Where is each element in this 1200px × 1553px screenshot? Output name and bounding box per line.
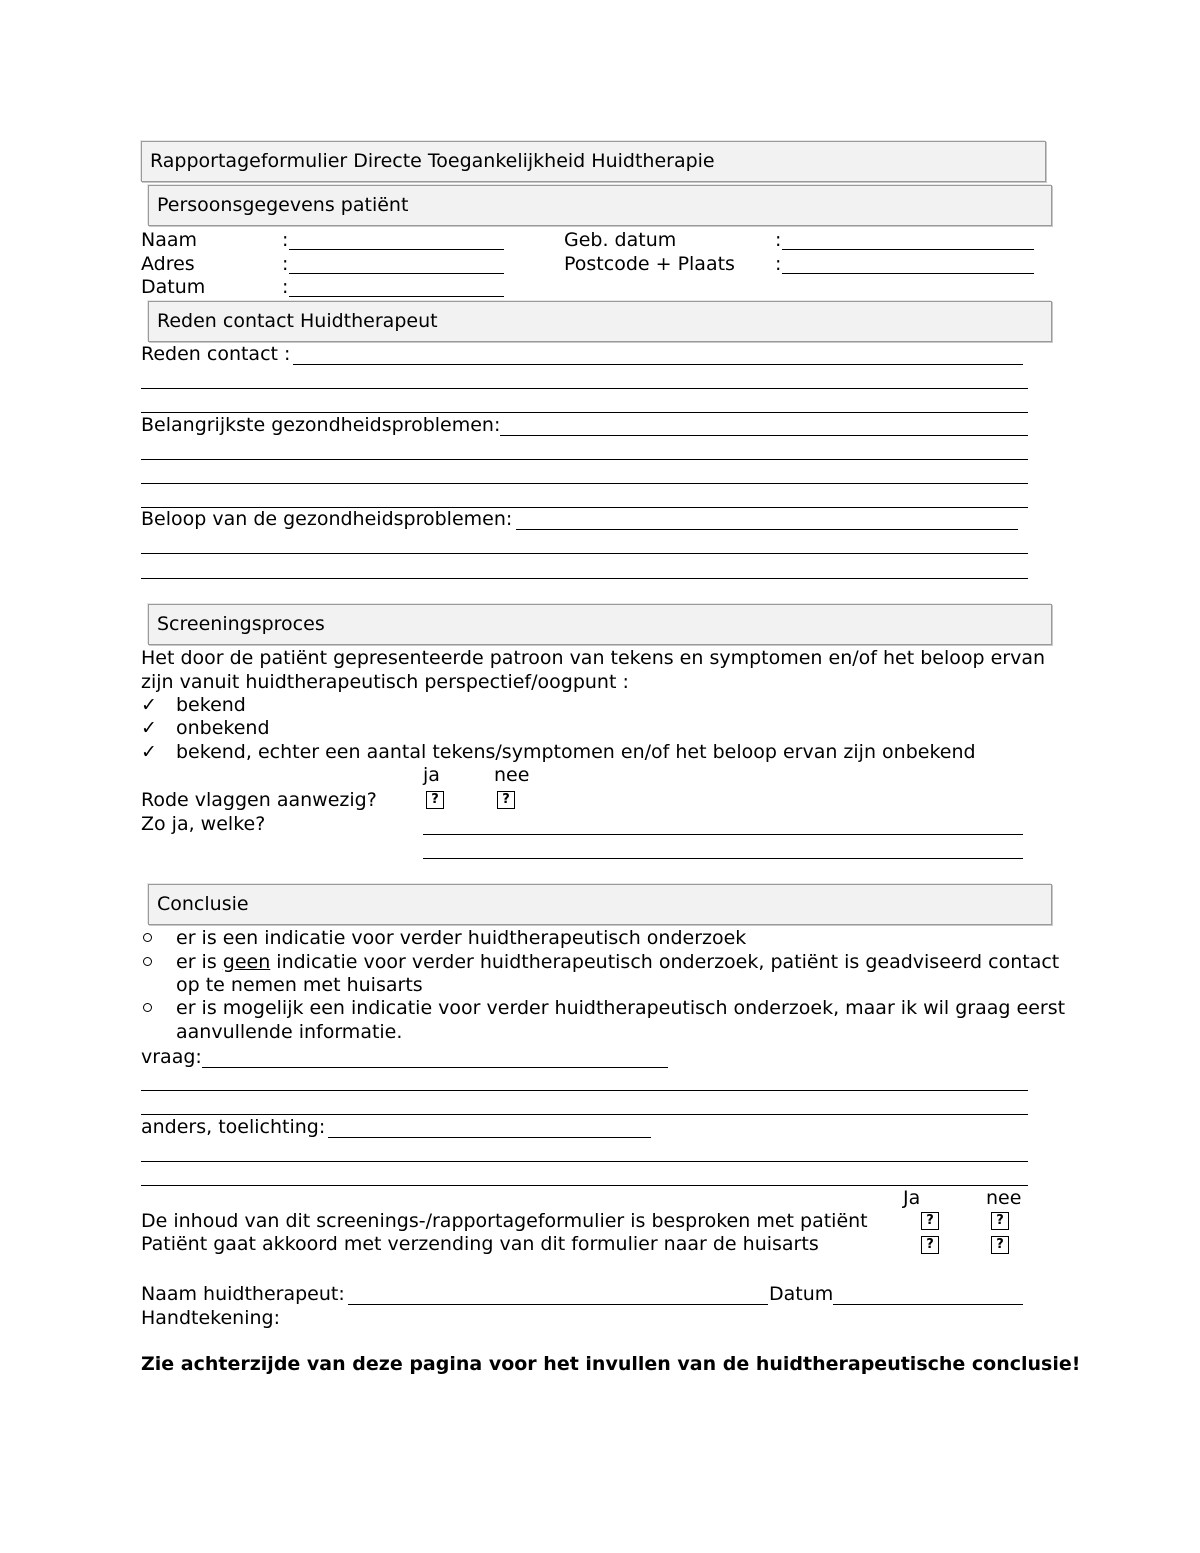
answer-line[interactable] [141,1090,1028,1091]
screening-intro-line1: Het door de patiënt gepresenteerde patroon van tekens en symptomen en/of het beloop ervan [141,647,1046,669]
conclusion-option-3-line1: er is mogelijk een indicatie voor verder huidtherapeutisch onderzoek, maar ik wil graag eerst [176,997,1066,1019]
naam-field[interactable] [289,249,504,250]
section-header-reason: Reden contact Huidtherapeut [148,301,1052,342]
label-reden-contact: Reden contact : [141,343,291,365]
akkoord-nee-checkbox[interactable]: ? [991,1236,1009,1254]
screening-intro-line2: zijn vanuit huidtherapeutisch perspectief/oogpunt : [141,671,629,693]
section-header-conclusion: Conclusie [148,884,1052,925]
welke-line[interactable] [423,858,1023,859]
answer-line[interactable] [141,1161,1028,1162]
colon: : [282,253,289,275]
conclusion-option-3-line2: aanvullende informatie. [176,1021,403,1043]
option-onbekend: onbekend [176,717,270,739]
answer-line[interactable] [141,483,1028,484]
header-nee: nee [494,764,530,786]
naam-huidtherapeut-field[interactable] [348,1304,768,1305]
reden-contact-field[interactable] [293,364,1023,365]
postcode-field[interactable] [782,273,1034,274]
radio-circle-icon[interactable] [143,933,152,942]
colon: : [282,276,289,298]
label-geb-datum: Geb. datum [564,229,677,251]
label-datum-signature: Datum [769,1283,834,1305]
datum-signature-field[interactable] [833,1304,1023,1305]
vraag-field[interactable] [202,1067,668,1068]
besproken-ja-checkbox[interactable]: ? [921,1212,939,1230]
label-postcode: Postcode + Plaats [564,253,735,275]
radio-circle-icon[interactable] [143,1003,152,1012]
label-belangrijkste-gezondheidsproblemen: Belangrijkste gezondheidsproblemen: [141,414,501,436]
label-naam-huidtherapeut: Naam huidtherapeut: [141,1283,345,1305]
conclusion-option-1: er is een indicatie voor verder huidtherapeutisch onderzoek [176,927,747,949]
footer-note: Zie achterzijde van deze pagina voor het invullen van de huidtherapeutische conclusie! [141,1353,1081,1375]
label-vraag: vraag: [141,1046,202,1068]
question-besproken: De inhoud van dit screenings-/rapportageformulier is besproken met patiënt [141,1210,868,1232]
colon: : [775,253,782,275]
check-icon[interactable]: ✓ [141,717,157,739]
answer-line[interactable] [141,459,1028,460]
section-header-screening: Screeningsproces [148,604,1052,645]
header-ja: Ja [903,1187,921,1209]
datum-field[interactable] [289,296,504,297]
answer-line[interactable] [141,553,1028,554]
red-flags-nee-checkbox[interactable]: ? [497,791,515,809]
adres-field[interactable] [289,273,504,274]
conclusion-option-2 [176,950,1059,974]
option-bekend-onbekend: bekend, echter een aantal tekens/symptomen en/of het beloop ervan zijn onbekend [176,741,976,763]
answer-line[interactable] [141,578,1028,579]
akkoord-ja-checkbox[interactable]: ? [921,1236,939,1254]
conclusion-option-2-geen: geen [222,951,271,973]
conclusion-option-2-post: indicatie voor verder huidtherapeutisch onderzoek, patiënt is geadviseerd contact [270,951,1060,973]
label-beloop: Beloop van de gezondheidsproblemen: [141,508,513,530]
conclusion-option-2-pre: er is [176,951,223,973]
belangrijkste-field[interactable] [500,435,1028,436]
question-akkoord: Patiënt gaat akkoord met verzending van dit formulier naar de huisarts [141,1233,819,1255]
label-zo-ja-welke: Zo ja, welke? [141,813,266,835]
header-ja: ja [423,764,440,786]
colon: : [775,229,782,251]
label-datum: Datum [141,276,206,298]
welke-line[interactable] [423,834,1023,835]
label-handtekening: Handtekening: [141,1307,281,1329]
anders-field[interactable] [328,1137,651,1138]
red-flags-ja-checkbox[interactable]: ? [426,791,444,809]
option-bekend: bekend [176,694,246,716]
header-nee: nee [986,1187,1022,1209]
check-icon[interactable]: ✓ [141,694,157,716]
besproken-nee-checkbox[interactable]: ? [991,1212,1009,1230]
label-naam: Naam [141,229,198,251]
geb-datum-field[interactable] [782,249,1034,250]
label-adres: Adres [141,253,195,275]
radio-circle-icon[interactable] [143,957,152,966]
beloop-field[interactable] [516,529,1018,530]
answer-line[interactable] [141,388,1028,389]
conclusion-option-2-line2: op te nemen met huisarts [176,974,423,996]
form-title: Rapportageformulier Directe Toegankelijkheid Huidtherapie [141,141,1046,182]
check-icon[interactable]: ✓ [141,741,157,763]
section-header-patient: Persoonsgegevens patiënt [148,185,1052,226]
label-rode-vlaggen: Rode vlaggen aanwezig? [141,789,377,811]
colon: : [282,229,289,251]
label-anders: anders, toelichting: [141,1116,326,1138]
answer-line[interactable] [141,1185,1028,1186]
